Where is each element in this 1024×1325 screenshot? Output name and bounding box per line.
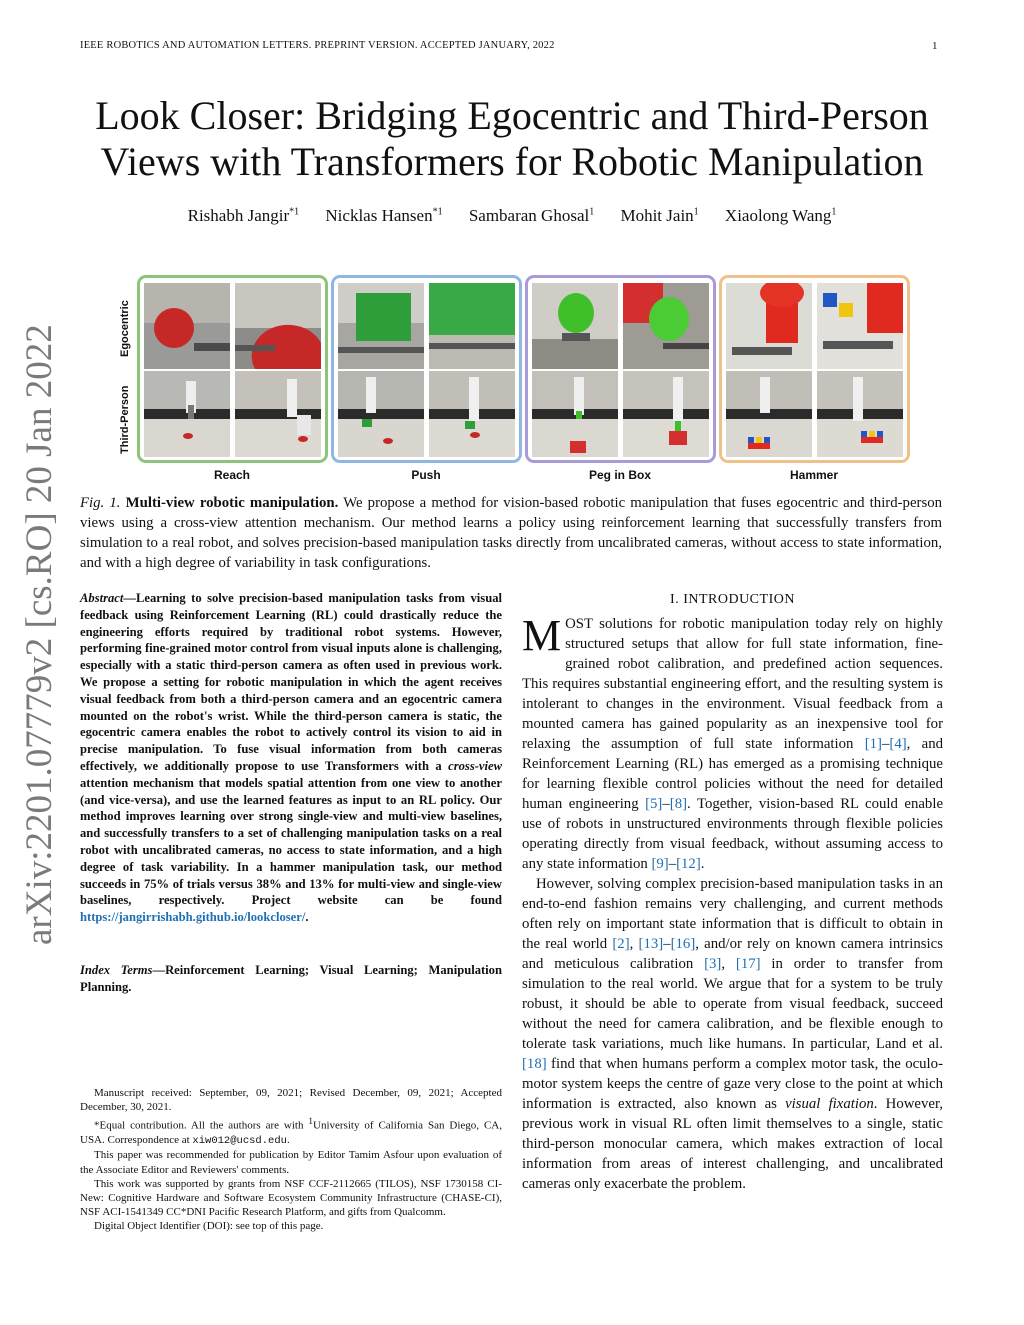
image-push-ego-2 <box>429 283 515 369</box>
figure-1 <box>110 270 910 485</box>
image-reach-third-2 <box>235 371 321 457</box>
image-hammer-third-1 <box>726 371 812 457</box>
task-panel-peg-in-box <box>525 275 716 463</box>
image-push-ego-1 <box>338 283 424 369</box>
image-reach-third-1 <box>144 371 230 457</box>
author: Sambaran Ghosal$^1$ <box>468 206 595 225</box>
page-number: 1 <box>932 40 938 52</box>
image-hammer-ego-1 <box>726 283 812 369</box>
section-heading-introduction: I. INTRODUCTION <box>670 592 795 607</box>
title-line-2: Views with Transformers for Robotic Manipulation <box>100 139 924 184</box>
author: Mohit Jain$^1$ <box>620 206 699 225</box>
citation[interactable]: [12] <box>676 856 701 872</box>
footnote-doi: Digital Object Identifier (DOI): see top of this page. <box>94 1220 324 1233</box>
task-panel-push <box>331 275 522 463</box>
image-hammer-ego-2 <box>817 283 903 369</box>
footnote-affiliation: *Equal contribution. All the authors are with $^1$University of California San Diego, CA, USA. Correspondence at xiw012@ucsd.edu. <box>80 1116 502 1148</box>
footnotes <box>80 1086 502 1234</box>
citation[interactable]: [3] <box>704 956 722 972</box>
citation[interactable]: [2] <box>612 936 630 952</box>
author-list <box>60 206 964 226</box>
image-peg-third-2 <box>623 371 709 457</box>
running-header: IEEE ROBOTICS AND AUTOMATION LETTERS. PREPRINT VERSION. ACCEPTED JANUARY, 2022 <box>80 40 555 51</box>
row-label-egocentric: Egocentric <box>119 300 131 357</box>
drop-cap: M <box>522 611 562 660</box>
arxiv-stamp: arXiv:2201.07779v2 [cs.RO] 20 Jan 2022 <box>19 324 60 945</box>
task-panel-reach <box>137 275 328 463</box>
task-panel-hammer <box>719 275 910 463</box>
image-reach-ego-1 <box>144 283 230 369</box>
citation[interactable]: [1] <box>864 736 882 752</box>
citation[interactable]: [13] <box>638 936 664 952</box>
abstract: Abstract—Learning to solve precision-based manipulation tasks from visual feedback using Reinforcement Learning (RL) could drastically reduce the engineering efforts required by traditional robot systems. However, performing fine-grained motor control from visual inputs alone is challenging, especially with a static third-person camera as often used in previous work. We propose a setting for robotic manipulation in which the agent receives visual feedback from both a third-person camera and an egocentric camera mounted on the robot's wrist. While the third-person camera is static, the egocentric camera enables the robot to actively control its vision to aid in precise manipulation. To fuse visual information from both cameras effectively, we additionally propose to use Transformers with a cross-view attention mechanism that models spatial attention from one view to another (and vice-versa), and use the learned features as input to an RL policy. Our method improves learning over strong single-view and multi-view baselines, and successfully transfers to a set of challenging manipulation tasks on a real robot with uncalibrated cameras, no access to state information, and a high degree of task variability. In a hammer manipulation task, our method succeeds in 75% of trials versus 38% and 13% for multi-view and single-view baselines, respectively. Project website can be found https://jangirrishabh.github.io/lookcloser/. <box>80 591 502 925</box>
correspondence-email[interactable]: xiw012@ucsd.edu <box>192 1135 287 1148</box>
image-peg-ego-2 <box>623 283 709 369</box>
citation[interactable]: [5] <box>645 796 663 812</box>
row-label-third-person: Third-Person <box>119 385 131 454</box>
author: Rishabh Jangir$^{*1}$ <box>187 206 300 225</box>
task-label-peg-in-box: Peg in Box <box>588 468 651 482</box>
image-peg-third-1 <box>532 371 618 457</box>
image-reach-ego-2 <box>235 283 321 369</box>
author: Xiaolong Wang$^1$ <box>724 206 837 225</box>
project-website-link[interactable]: https://jangirrishabh.github.io/lookcloser/ <box>80 910 306 925</box>
task-label-reach: Reach <box>213 468 251 482</box>
intro-paragraph-2: However, solving complex precision-based manipulation tasks in an end-to-end fashion remains very challenging, and current methods often rely on important state information that is difficult to obtain in the real world [2], [13]–[16], and/or rely on known camera intrinsics and meticulous calibration [3], [17] in order to transfer from simulation to the real world. We argue that for a system to be truly robust, it should be able to operate from visual feedback, succeed without the need for camera calibration, and be flexible enough to tolerate task variations, much like humans. In particular, Land et al. [18] find that when humans perform a complex motor task, the oculo-motor system keeps the centre of gaze very close to the point at which information is extracted, also known as visual fixation. However, previous work in visual RL often limit themselves to a single, static third-person monocular camera, which makes extraction of local information from areas of interest challenging, and uncalibrated cameras only exacerbate the problem. <box>522 876 943 1192</box>
footnote-funding: This work was supported by grants from NSF CCF-2112665 (TILOS), NSF 1730158 CI-New: Cognitive Hardware and Software Ecosystem Community Infrastructure (CHASE-CI), NSF ACI-1541349 CC*DNI Pacific Research Platform, and gifts from Qualcomm. <box>80 1177 502 1219</box>
task-label-hammer: Hammer <box>789 468 839 482</box>
right-column <box>522 590 943 1194</box>
task-label-push: Push <box>411 468 441 482</box>
figure-caption: Fig. 1. Multi-view robotic manipulation. We propose a method for vision-based robotic manipulation that fuses egocentric and third-person views using a cross-view attention mechanism. Our method learns a policy using reinforcement learning that successfully transfers from simulation to a real robot, and solves precision-based manipulation tasks directly from uncalibrated cameras, without access to state information, and with a high degree of variability in task configurations. <box>80 495 943 571</box>
index-terms: Index Terms—Reinforcement Learning; Visual Learning; Manipulation Planning. <box>80 962 502 994</box>
citation[interactable]: [17] <box>735 956 761 972</box>
citation[interactable]: [16] <box>670 936 696 952</box>
image-push-third-1 <box>338 371 424 457</box>
citation[interactable]: [18] <box>522 1056 547 1072</box>
citation[interactable]: [8] <box>669 796 688 812</box>
footnote-manuscript: Manuscript received: September, 09, 2021; Revised December, 09, 2021; Accepted December, 30, 2021. <box>80 1087 502 1114</box>
image-push-third-2 <box>429 371 515 457</box>
title-line-1: Look Closer: Bridging Egocentric and Third-Person <box>95 93 929 138</box>
citation[interactable]: [4] <box>889 736 907 752</box>
image-peg-ego-1 <box>532 283 618 369</box>
footnote-editor: This paper was recommended for publication by Editor Tamim Asfour upon evaluation of the Associate Editor and Reviewers' comments. <box>80 1149 502 1176</box>
left-column <box>80 590 502 996</box>
citation[interactable]: [9] <box>651 856 669 872</box>
image-hammer-third-2 <box>817 371 903 457</box>
author: Nicklas Hansen$^{*1}$ <box>325 206 443 225</box>
intro-paragraph-1: MOST solutions for robotic manipulation today rely on highly structured setups that allow for full state information, fine-grained robot calibration, and predefined action sequences. This requires substantial engineering effort, and the resulting system is intolerant to changes in the environment. Visual feedback from a mounted camera has gained popularity as an inexpensive tool for relaxing the assumption of full state information [1]–[4], and Reinforcement Learning (RL) has emerged as a promising technique for learning flexible control policies without the need for detailed human engineering [5]–[8]. Together, vision-based RL could enable use of robots in unstructured environments through flexible policies operating directly from visual feedback, without assuming access to any state information [9]–[12]. <box>522 611 944 872</box>
paper-title <box>60 93 964 185</box>
